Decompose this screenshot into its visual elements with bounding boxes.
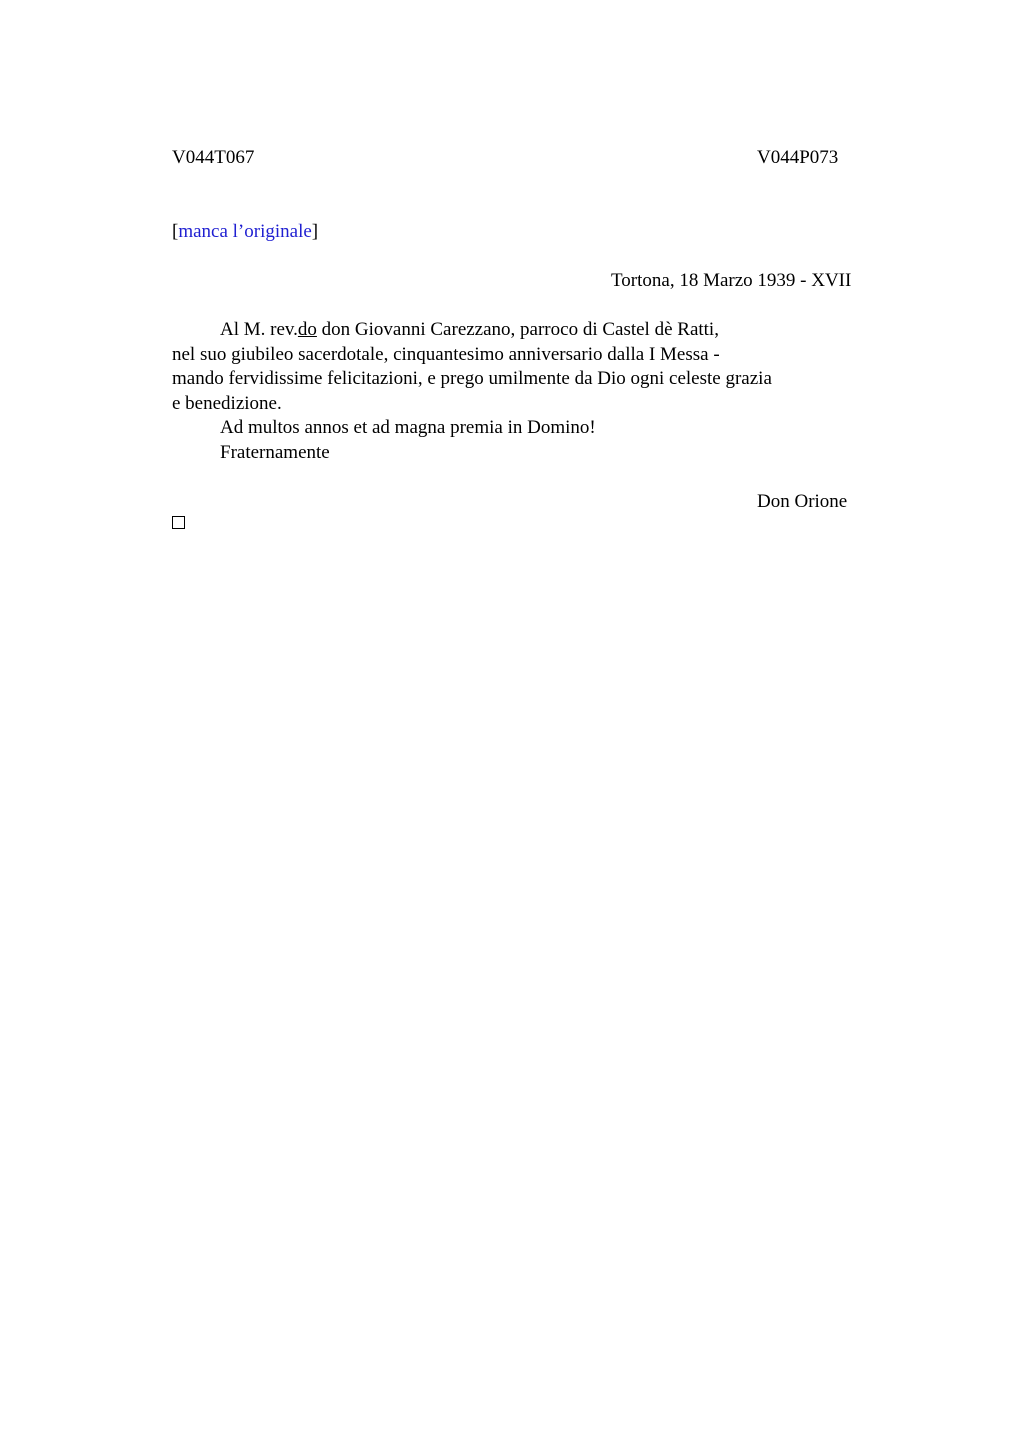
letter-dateline: Tortona, 18 Marzo 1939 - XVII [611, 270, 852, 291]
letter-line-1 [220, 318, 719, 342]
note-close-bracket: ] [311, 221, 319, 242]
letter-line-4: e benedizione. [172, 393, 282, 414]
letter-line-2: nel suo giubileo sacerdotale, cinquantesimo anniversario dalla I Messa - [172, 344, 720, 365]
editorial-note [172, 220, 318, 244]
letter-closing: Fraternamente [220, 442, 330, 463]
document-code-right: V044P073 [757, 147, 839, 168]
letter-line-3: mando fervidissime felicitazioni, e prego umilmente da Dio ogni celeste grazia [172, 368, 772, 389]
letter-signature: Don Orione [757, 491, 848, 512]
empty-square-icon [172, 516, 185, 529]
note-open-bracket: [ [172, 221, 179, 242]
line-1-start: Al M. rev. [220, 319, 298, 340]
note-text: manca l’originale [178, 221, 312, 242]
letter-line-5: Ad multos annos et ad magna premia in Domino! [220, 417, 596, 438]
line-1-underlined-abbrev: do [297, 319, 317, 340]
document-code-left: V044T067 [172, 147, 255, 168]
line-1-rest: don Giovanni Carezzano, parroco di Castel dè Ratti, [316, 319, 719, 340]
